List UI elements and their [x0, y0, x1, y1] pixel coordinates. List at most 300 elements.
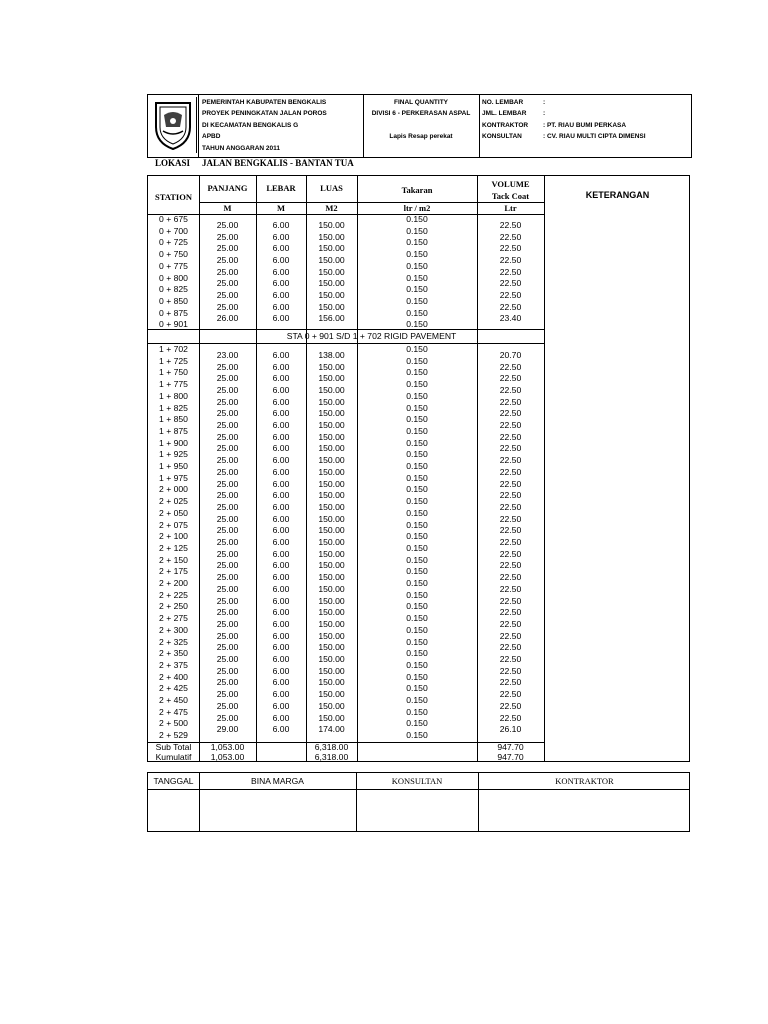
- station-cell: 1 + 702: [159, 344, 188, 354]
- panjang-cell: 25.00: [216, 290, 239, 301]
- panjang-cell: 25.00: [216, 361, 239, 372]
- panjang-cell: 25.00: [216, 490, 239, 501]
- station-cell: 2 + 125: [159, 542, 188, 553]
- luas-cell: 150.00: [318, 630, 345, 641]
- col-keterangan: KETERANGAN: [585, 190, 650, 200]
- panjang-cell: 25.00: [216, 443, 239, 454]
- col-lebar: LEBAR: [266, 183, 296, 193]
- header-line-3: DI KECAMATAN BENGKALIS G: [202, 121, 299, 129]
- subtotal-label: Sub Total: [155, 742, 192, 752]
- takaran-cell: 0.150: [406, 437, 428, 448]
- luas-cell: 150.00: [318, 525, 345, 536]
- signature-table: [147, 772, 690, 832]
- takaran-cell: 0.150: [406, 295, 428, 306]
- panjang-cell: 25.00: [216, 548, 239, 559]
- takaran-cell: 0.150: [406, 237, 428, 248]
- panjang-cell: 25.00: [216, 525, 239, 536]
- takaran-cell: 0.150: [406, 624, 428, 635]
- takaran-cell: 0.150: [406, 695, 428, 705]
- regency-seal-icon: [150, 97, 197, 153]
- lebar-cell: 6.00: [272, 254, 290, 265]
- station-cell: 0 + 675: [159, 214, 188, 224]
- panjang-cell: 25.00: [216, 431, 239, 442]
- luas-cell: 150.00: [318, 455, 345, 466]
- volume-cell: 22.50: [499, 712, 522, 723]
- panjang-cell: 25.00: [216, 665, 239, 676]
- kumulatif-luas: 6,318.00: [314, 752, 349, 762]
- subtotal-volume: 947.70: [497, 742, 524, 752]
- col-station: STATION: [154, 192, 192, 202]
- luas-cell: 150.00: [318, 537, 345, 548]
- station-cell: 2 + 225: [159, 589, 188, 600]
- volume-cell: 22.50: [499, 301, 522, 312]
- lebar-cell: 6.00: [272, 396, 290, 407]
- station-cell: 1 + 750: [159, 367, 188, 378]
- takaran-cell: 0.150: [406, 566, 428, 577]
- volume-cell: 22.50: [499, 513, 522, 524]
- volume-cell: 22.50: [499, 642, 522, 653]
- lebar-cell: 6.00: [272, 607, 290, 618]
- panjang-cell: 23.00: [216, 349, 239, 360]
- lebar-cell: 6.00: [272, 630, 290, 641]
- panjang-cell: 25.00: [216, 630, 239, 641]
- lebar-cell: 6.00: [272, 548, 290, 559]
- lebar-cell: 6.00: [272, 231, 290, 242]
- station-cell: 2 + 050: [159, 507, 188, 518]
- luas-cell: 150.00: [318, 266, 345, 277]
- panjang-cell: 25.00: [216, 501, 239, 512]
- header-line-5: TAHUN ANGGARAN 2011: [202, 144, 281, 152]
- lebar-cell: 6.00: [272, 349, 290, 360]
- lebar-cell: 6.00: [272, 572, 290, 583]
- station-cell: 1 + 850: [159, 414, 188, 425]
- panjang-cell: 25.00: [216, 243, 239, 254]
- takaran-cell: 0.150: [406, 461, 428, 471]
- volume-cell: 22.50: [499, 266, 522, 277]
- lebar-cell: 6.00: [272, 677, 290, 688]
- panjang-cell: 25.00: [216, 677, 239, 688]
- luas-cell: 150.00: [318, 384, 345, 395]
- volume-cell: 26.10: [499, 724, 522, 735]
- panjang-cell: 25.00: [216, 231, 239, 242]
- volume-cell: 22.50: [499, 278, 522, 289]
- station-cell: 0 + 825: [159, 284, 188, 295]
- volume-cell: 22.50: [499, 525, 522, 536]
- luas-cell: 150.00: [318, 254, 345, 265]
- luas-cell: 150.00: [318, 572, 345, 583]
- lokasi-label: LOKASI: [155, 158, 191, 168]
- lebar-cell: 6.00: [272, 373, 290, 384]
- panjang-cell: 25.00: [216, 560, 239, 571]
- volume-cell: 22.50: [499, 384, 522, 395]
- takaran-cell: 0.150: [406, 578, 428, 588]
- station-cell: 2 + 500: [159, 718, 188, 729]
- station-cell: 2 + 325: [159, 636, 188, 647]
- luas-cell: 150.00: [318, 490, 345, 501]
- label-konsultan: KONSULTAN: [482, 133, 522, 141]
- panjang-cell: 25.00: [216, 572, 239, 583]
- volume-cell: 22.50: [499, 290, 522, 301]
- col-volume-unit: Ltr: [504, 203, 517, 213]
- takaran-cell: 0.150: [406, 601, 428, 612]
- lebar-cell: 6.00: [272, 478, 290, 489]
- col-volume: VOLUME: [491, 179, 530, 189]
- panjang-cell: 25.00: [216, 396, 239, 407]
- lebar-cell: 6.00: [272, 689, 290, 700]
- quantity-table: [147, 175, 690, 762]
- station-cell: 0 + 800: [159, 272, 188, 283]
- volume-cell: 22.50: [499, 396, 522, 407]
- lebar-cell: 6.00: [272, 642, 290, 653]
- volume-cell: 22.50: [499, 243, 522, 254]
- volume-cell: 22.50: [499, 607, 522, 618]
- luas-cell: 150.00: [318, 548, 345, 559]
- subtotal-luas: 6,318.00: [314, 742, 349, 752]
- panjang-cell: 29.00: [216, 724, 239, 735]
- panjang-cell: 25.00: [216, 700, 239, 711]
- volume-cell: 22.50: [499, 630, 522, 641]
- luas-cell: 150.00: [318, 618, 345, 629]
- subtotal-panjang: 1,053.00: [210, 742, 245, 752]
- luas-cell: 150.00: [318, 595, 345, 606]
- volume-cell: 22.50: [499, 466, 522, 477]
- volume-cell: 22.50: [499, 219, 522, 230]
- panjang-cell: 25.00: [216, 689, 239, 700]
- volume-cell: 22.50: [499, 665, 522, 676]
- station-cell: 1 + 725: [159, 355, 188, 366]
- col-luas-unit: M2: [325, 203, 338, 213]
- volume-cell: 22.50: [499, 677, 522, 688]
- luas-cell: 150.00: [318, 642, 345, 653]
- station-cell: 0 + 901: [159, 319, 188, 330]
- takaran-cell: 0.150: [406, 554, 428, 565]
- luas-cell: 150.00: [318, 560, 345, 571]
- station-cell: 0 + 700: [159, 225, 188, 236]
- panjang-cell: 25.00: [216, 466, 239, 477]
- luas-cell: 150.00: [318, 361, 345, 372]
- panjang-cell: 25.00: [216, 712, 239, 723]
- lebar-cell: 6.00: [272, 537, 290, 548]
- panjang-cell: 25.00: [216, 607, 239, 618]
- takaran-cell: 0.150: [406, 425, 428, 436]
- lebar-cell: 6.00: [272, 466, 290, 477]
- panjang-cell: 25.00: [216, 618, 239, 629]
- takaran-cell: 0.150: [406, 730, 428, 741]
- takaran-cell: 0.150: [406, 344, 428, 354]
- takaran-cell: 0.150: [406, 706, 428, 717]
- luas-cell: 138.00: [318, 349, 345, 360]
- takaran-cell: 0.150: [406, 472, 428, 483]
- panjang-cell: 25.00: [216, 654, 239, 665]
- lebar-cell: 6.00: [272, 266, 290, 277]
- luas-cell: 150.00: [318, 219, 345, 230]
- takaran-cell: 0.150: [406, 379, 428, 390]
- station-cell: 1 + 875: [159, 425, 188, 436]
- volume-cell: 22.50: [499, 478, 522, 489]
- lebar-cell: 6.00: [272, 384, 290, 395]
- luas-cell: 150.00: [318, 290, 345, 301]
- luas-cell: 150.00: [318, 513, 345, 524]
- kumulatif-panjang: 1,053.00: [210, 752, 245, 762]
- station-cell: 2 + 400: [159, 671, 188, 682]
- volume-cell: 22.50: [499, 443, 522, 454]
- label-no-lembar: NO. LEMBAR: [482, 99, 524, 106]
- takaran-cell: 0.150: [406, 648, 428, 659]
- takaran-cell: 0.150: [406, 718, 428, 729]
- takaran-cell: 0.150: [406, 484, 428, 495]
- takaran-cell: 0.150: [406, 531, 428, 542]
- header-line-2: PROYEK PENINGKATAN JALAN POROS: [202, 110, 327, 118]
- lebar-cell: 6.00: [272, 290, 290, 301]
- header-line-1: PEMERINTAH KABUPATEN BENGKALIS: [202, 99, 327, 106]
- volume-cell: 22.50: [499, 560, 522, 571]
- takaran-cell: 0.150: [406, 542, 428, 553]
- luas-cell: 150.00: [318, 231, 345, 242]
- volume-cell: 22.50: [499, 490, 522, 501]
- doc-title: FINAL QUANTITY: [393, 99, 449, 106]
- volume-cell: 22.50: [499, 548, 522, 559]
- volume-cell: 20.70: [499, 349, 522, 360]
- takaran-cell: 0.150: [406, 683, 428, 694]
- luas-cell: 150.00: [318, 654, 345, 665]
- station-cell: 1 + 975: [159, 472, 188, 483]
- station-cell: 0 + 775: [159, 260, 188, 271]
- col-volume-sub: Tack Coat: [491, 191, 530, 201]
- panjang-cell: 25.00: [216, 537, 239, 548]
- takaran-cell: 0.150: [406, 214, 428, 224]
- station-cell: 1 + 950: [159, 461, 188, 471]
- col-luas: LUAS: [320, 183, 343, 193]
- volume-cell: 22.50: [499, 689, 522, 700]
- station-cell: 2 + 300: [159, 624, 188, 635]
- value-kontraktor: : PT. RIAU BUMI PERKASA: [543, 121, 627, 129]
- takaran-cell: 0.150: [406, 225, 428, 236]
- takaran-cell: 0.150: [406, 249, 428, 260]
- doc-work-item: Lapis Resap perekat: [389, 133, 453, 141]
- volume-cell: 22.50: [499, 654, 522, 665]
- panjang-cell: 25.00: [216, 301, 239, 312]
- takaran-cell: 0.150: [406, 519, 428, 530]
- panjang-cell: 26.00: [216, 313, 239, 324]
- station-cell: 0 + 875: [159, 307, 188, 318]
- lebar-cell: 6.00: [272, 219, 290, 230]
- panjang-cell: 25.00: [216, 642, 239, 653]
- volume-cell: 22.50: [499, 254, 522, 265]
- sig-kontraktor: KONTRAKTOR: [555, 776, 614, 786]
- volume-cell: 22.50: [499, 537, 522, 548]
- panjang-cell: 25.00: [216, 420, 239, 431]
- station-cell: 2 + 275: [159, 613, 188, 624]
- takaran-cell: 0.150: [406, 402, 428, 413]
- station-cell: 1 + 775: [159, 379, 188, 390]
- station-cell: 2 + 350: [159, 648, 188, 659]
- value-jml-lembar: :: [543, 110, 546, 118]
- lebar-cell: 6.00: [272, 654, 290, 665]
- takaran-cell: 0.150: [406, 613, 428, 624]
- volume-cell: 23.40: [499, 313, 522, 324]
- takaran-cell: 0.150: [406, 367, 428, 378]
- lebar-cell: 6.00: [272, 583, 290, 594]
- takaran-cell: 0.150: [406, 307, 428, 318]
- lokasi-value: JALAN BENGKALIS - BANTAN TUA: [202, 158, 354, 168]
- takaran-cell: 0.150: [406, 636, 428, 647]
- station-cell: 0 + 750: [159, 249, 188, 260]
- station-cell: 1 + 800: [159, 390, 188, 401]
- luas-cell: 150.00: [318, 689, 345, 700]
- col-panjang: PANJANG: [207, 183, 248, 193]
- kumulatif-label: Kumulatif: [155, 752, 192, 762]
- luas-cell: 150.00: [318, 301, 345, 312]
- sig-bina-marga: BINA MARGA: [251, 776, 304, 786]
- lebar-cell: 6.00: [272, 513, 290, 524]
- panjang-cell: 25.00: [216, 266, 239, 277]
- lebar-cell: 6.00: [272, 560, 290, 571]
- station-cell: 2 + 529: [159, 730, 188, 741]
- lebar-cell: 6.00: [272, 700, 290, 711]
- takaran-cell: 0.150: [406, 449, 428, 460]
- station-cell: 1 + 825: [159, 402, 188, 413]
- panjang-cell: 25.00: [216, 583, 239, 594]
- volume-cell: 22.50: [499, 408, 522, 419]
- panjang-cell: 25.00: [216, 384, 239, 395]
- luas-cell: 150.00: [318, 712, 345, 723]
- lebar-cell: 6.00: [272, 443, 290, 454]
- station-cell: 2 + 150: [159, 554, 188, 565]
- station-cell: 0 + 850: [159, 295, 188, 306]
- station-cell: 2 + 425: [159, 683, 188, 694]
- station-cell: 2 + 475: [159, 706, 188, 717]
- luas-cell: 150.00: [318, 665, 345, 676]
- lebar-cell: 6.00: [272, 301, 290, 312]
- volume-cell: 22.50: [499, 373, 522, 384]
- luas-cell: 150.00: [318, 408, 345, 419]
- panjang-cell: 25.00: [216, 219, 239, 230]
- luas-cell: 150.00: [318, 396, 345, 407]
- takaran-cell: 0.150: [406, 414, 428, 425]
- takaran-cell: 0.150: [406, 272, 428, 283]
- volume-cell: 22.50: [499, 700, 522, 711]
- volume-cell: 22.50: [499, 420, 522, 431]
- luas-cell: 150.00: [318, 607, 345, 618]
- station-cell: 1 + 925: [159, 449, 188, 460]
- volume-cell: 22.50: [499, 583, 522, 594]
- station-cell: 2 + 250: [159, 601, 188, 612]
- col-takaran-unit: ltr / m2: [403, 203, 431, 213]
- lebar-cell: 6.00: [272, 420, 290, 431]
- volume-cell: 22.50: [499, 572, 522, 583]
- lebar-cell: 6.00: [272, 712, 290, 723]
- lebar-cell: 6.00: [272, 431, 290, 442]
- panjang-cell: 25.00: [216, 408, 239, 419]
- station-cell: 2 + 175: [159, 566, 188, 577]
- luas-cell: 150.00: [318, 431, 345, 442]
- lebar-cell: 6.00: [272, 361, 290, 372]
- panjang-cell: 25.00: [216, 595, 239, 606]
- luas-cell: 150.00: [318, 478, 345, 489]
- takaran-cell: 0.150: [406, 496, 428, 507]
- luas-cell: 156.00: [318, 313, 345, 324]
- lebar-cell: 6.00: [272, 490, 290, 501]
- panjang-cell: 25.00: [216, 373, 239, 384]
- station-cell: 0 + 725: [159, 237, 188, 248]
- luas-cell: 150.00: [318, 278, 345, 289]
- sig-konsultan: KONSULTAN: [391, 776, 443, 786]
- luas-cell: 150.00: [318, 466, 345, 477]
- volume-cell: 22.50: [499, 231, 522, 242]
- takaran-cell: 0.150: [406, 319, 428, 330]
- lebar-cell: 6.00: [272, 313, 290, 324]
- luas-cell: 150.00: [318, 420, 345, 431]
- volume-cell: 22.50: [499, 618, 522, 629]
- luas-cell: 150.00: [318, 677, 345, 688]
- luas-cell: 150.00: [318, 443, 345, 454]
- station-cell: 2 + 025: [159, 496, 188, 507]
- header-line-4: APBD: [202, 133, 221, 141]
- label-kontraktor: KONTRAKTOR: [482, 121, 529, 129]
- volume-cell: 22.50: [499, 455, 522, 466]
- panjang-cell: 25.00: [216, 513, 239, 524]
- doc-division: DIVISI 6 - PERKERASAN ASPAL: [371, 110, 471, 118]
- sheet-header: [147, 94, 692, 158]
- station-cell: 1 + 900: [159, 437, 188, 448]
- takaran-cell: 0.150: [406, 659, 428, 670]
- takaran-cell: 0.150: [406, 355, 428, 366]
- sig-tanggal: TANGGAL: [153, 776, 194, 786]
- takaran-cell: 0.150: [406, 671, 428, 682]
- lebar-cell: 6.00: [272, 408, 290, 419]
- station-cell: 2 + 100: [159, 531, 188, 542]
- lebar-cell: 6.00: [272, 618, 290, 629]
- lebar-cell: 6.00: [272, 278, 290, 289]
- panjang-cell: 25.00: [216, 278, 239, 289]
- col-takaran: Takaran: [401, 185, 433, 195]
- kumulatif-volume: 947.70: [497, 752, 524, 762]
- lebar-cell: 6.00: [272, 525, 290, 536]
- takaran-cell: 0.150: [406, 507, 428, 518]
- station-cell: 2 + 000: [159, 484, 188, 495]
- col-lebar-unit: M: [276, 203, 286, 213]
- luas-cell: 150.00: [318, 700, 345, 711]
- takaran-cell: 0.150: [406, 284, 428, 295]
- lebar-cell: 6.00: [272, 455, 290, 466]
- luas-cell: 150.00: [318, 583, 345, 594]
- luas-cell: 174.00: [318, 724, 345, 735]
- col-panjang-unit: M: [223, 203, 232, 213]
- station-cell: 2 + 200: [159, 578, 188, 588]
- rigid-pavement-note: STA 0 + 901 S/D 1 + 702 RIGID PAVEMENT: [286, 331, 457, 341]
- lebar-cell: 6.00: [272, 595, 290, 606]
- station-cell: 2 + 375: [159, 659, 188, 670]
- takaran-cell: 0.150: [406, 260, 428, 271]
- panjang-cell: 25.00: [216, 455, 239, 466]
- panjang-cell: 25.00: [216, 254, 239, 265]
- volume-cell: 22.50: [499, 431, 522, 442]
- takaran-cell: 0.150: [406, 390, 428, 401]
- panjang-cell: 25.00: [216, 478, 239, 489]
- lebar-cell: 6.00: [272, 724, 290, 735]
- volume-cell: 22.50: [499, 361, 522, 372]
- takaran-cell: 0.150: [406, 589, 428, 600]
- label-jml-lembar: JML. LEMBAR: [482, 110, 527, 118]
- station-cell: 2 + 075: [159, 519, 188, 530]
- value-no-lembar: :: [543, 99, 546, 106]
- lebar-cell: 6.00: [272, 501, 290, 512]
- luas-cell: 150.00: [318, 243, 345, 254]
- luas-cell: 150.00: [318, 373, 345, 384]
- value-konsultan: : CV. RIAU MULTI CIPTA DIMENSI: [543, 133, 646, 141]
- station-cell: 2 + 450: [159, 695, 188, 705]
- luas-cell: 150.00: [318, 501, 345, 512]
